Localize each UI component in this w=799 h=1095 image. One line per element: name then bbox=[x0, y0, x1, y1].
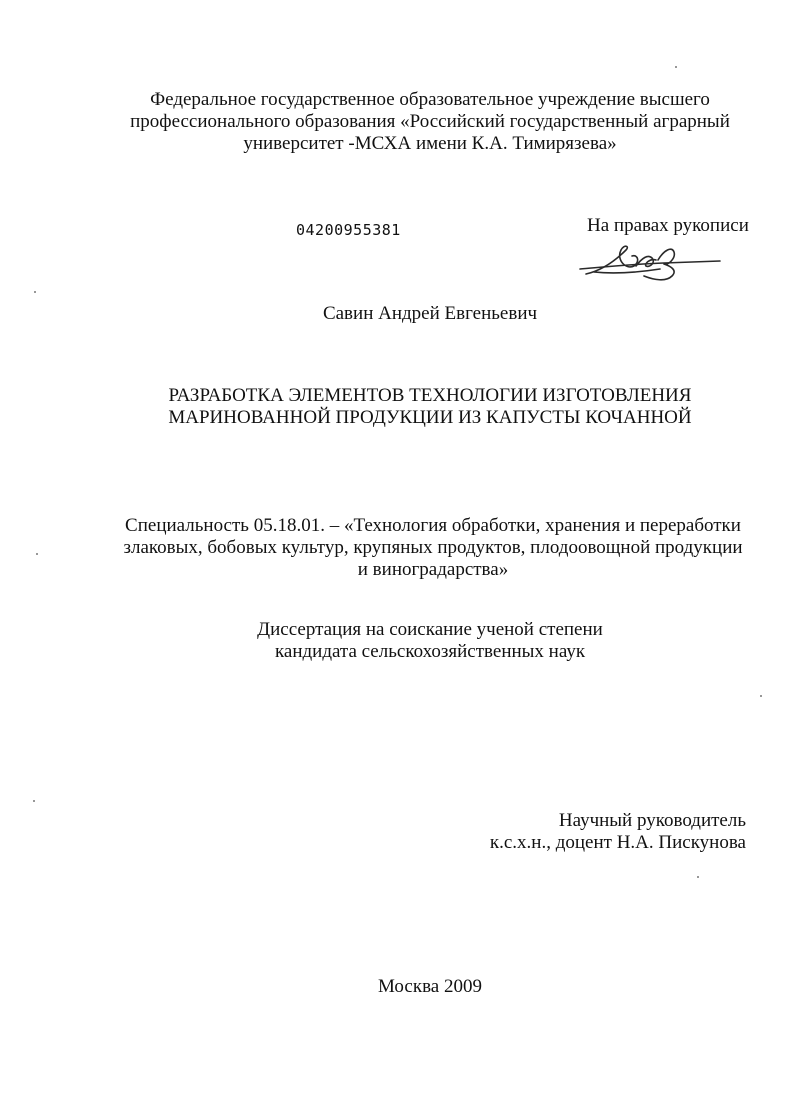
signature-second-underline bbox=[594, 269, 660, 273]
author-name: Савин Андрей Евгеньевич bbox=[322, 303, 538, 324]
signature-loop-stroke bbox=[586, 246, 638, 274]
scan-speck bbox=[675, 66, 677, 68]
title-line: РАЗРАБОТКА ЭЛЕМЕНТОВ ТЕХНОЛОГИИ ИЗГОТОВЛЕНИЯ bbox=[168, 385, 692, 406]
specialty-line: Специальность 05.18.01. – «Технология обработки, хранения и переработки bbox=[125, 515, 741, 536]
supervisor-block bbox=[470, 810, 746, 854]
scan-speck bbox=[33, 800, 35, 802]
institution-line: университет -МСХА имени К.А. Тимирязева» bbox=[243, 133, 617, 154]
supervisor-role: Научный руководитель bbox=[558, 810, 746, 831]
supervisor-name: к.с.х.н., доцент Н.А. Пискунова bbox=[489, 832, 746, 853]
scan-speck bbox=[697, 876, 699, 878]
degree-block bbox=[60, 619, 799, 663]
specialty-line: и виноградарства» bbox=[357, 559, 509, 580]
scan-speck bbox=[34, 291, 36, 293]
institution-line: профессионального образования «Российский государственный аграрный bbox=[130, 111, 730, 132]
title-line: МАРИНОВАННОЙ ПРОДУКЦИИ ИЗ КАПУСТЫ КОЧАННОЙ bbox=[168, 407, 692, 428]
scan-speck bbox=[36, 553, 38, 555]
scan-speck bbox=[760, 695, 762, 697]
serial-number: 04200955381 bbox=[296, 221, 401, 239]
dissertation-title bbox=[60, 385, 799, 429]
manuscript-note: На правах рукописи bbox=[587, 215, 749, 236]
signature bbox=[574, 236, 724, 286]
degree-line: кандидата сельскохозяйственных наук bbox=[274, 641, 586, 662]
degree-line: Диссертация на соискание ученой степени bbox=[257, 619, 603, 640]
specialty-line: злаковых, бобовых культур, крупяных продуктов, плодоовощной продукции bbox=[123, 537, 743, 558]
institution-line: Федеральное государственное образовательное учреждение высшего bbox=[150, 89, 710, 110]
specialty-block bbox=[60, 515, 799, 581]
institution-header bbox=[60, 89, 799, 155]
city-year: Москва 2009 bbox=[378, 976, 482, 997]
